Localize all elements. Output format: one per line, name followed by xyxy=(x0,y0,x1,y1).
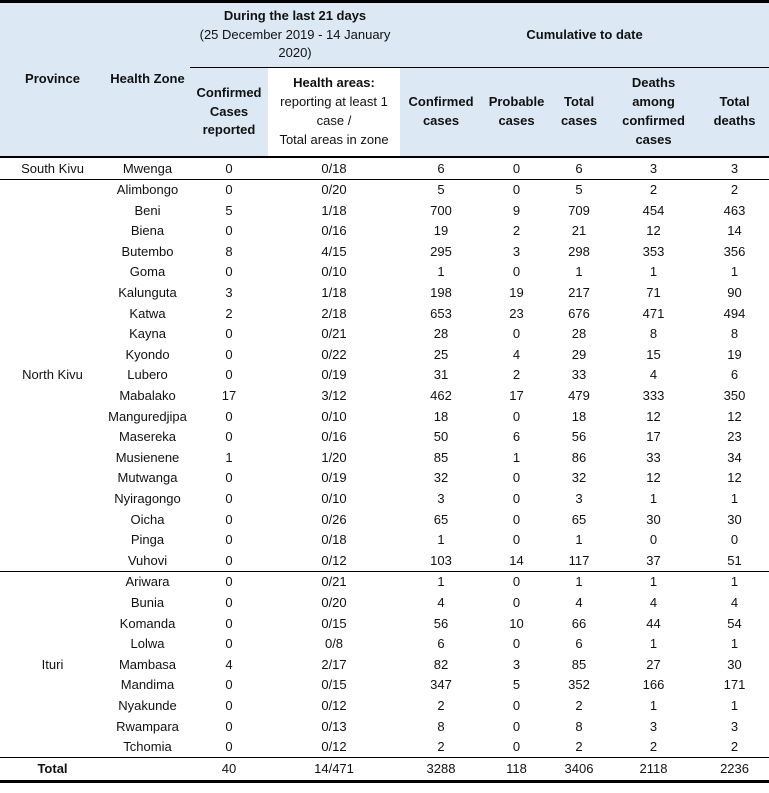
total-value-cell: 2118 xyxy=(639,761,668,777)
value-cell: 51 xyxy=(727,552,742,568)
value-cell: 0 xyxy=(225,677,233,693)
value-cell: 18 xyxy=(433,408,449,424)
value-cell: 1 xyxy=(730,264,739,280)
value-cell: 494 xyxy=(723,305,746,321)
table-row xyxy=(0,386,769,407)
value-cell: 0 xyxy=(225,532,233,548)
table-row xyxy=(0,571,769,592)
table-row xyxy=(0,592,769,613)
zone-cell: Kayna xyxy=(129,326,166,342)
zone-cell: Biena xyxy=(130,223,165,239)
table-row xyxy=(0,283,769,304)
zone-cell: Kyondo xyxy=(125,346,170,362)
table-row xyxy=(0,613,769,634)
value-cell: 198 xyxy=(430,285,452,301)
value-cell: 3 xyxy=(575,491,583,507)
value-cell: 454 xyxy=(642,202,665,218)
value-cell: 1 xyxy=(730,574,739,590)
value-cell: 5 xyxy=(225,202,233,218)
group-header-last-21-days-title: During the last 21 days xyxy=(223,7,367,23)
value-cell: 33 xyxy=(571,367,587,383)
value-cell: 4 xyxy=(437,594,445,610)
value-cell: 4 xyxy=(512,346,521,362)
value-cell: 0/13 xyxy=(321,718,347,734)
value-cell: 3/12 xyxy=(321,388,347,404)
value-cell: 2 xyxy=(437,739,445,755)
value-cell: 17 xyxy=(509,388,524,404)
value-cell: 1/18 xyxy=(321,202,347,218)
value-cell: 0 xyxy=(225,182,233,198)
value-cell: 12 xyxy=(646,223,661,239)
total-label: Total xyxy=(37,761,68,777)
value-cell: 12 xyxy=(646,470,661,486)
value-cell: 17 xyxy=(646,429,661,445)
value-cell: 6 xyxy=(730,367,739,383)
value-cell: 27 xyxy=(646,656,661,672)
value-cell: 8 xyxy=(225,243,233,259)
value-cell: 85 xyxy=(571,656,587,672)
value-cell: 0 xyxy=(512,594,521,610)
value-cell: 0 xyxy=(225,718,233,734)
value-cell: 56 xyxy=(571,429,587,445)
total-value-cell: 3288 xyxy=(426,761,456,777)
value-cell: 0 xyxy=(730,532,739,548)
table-row xyxy=(0,324,769,345)
value-cell: 6 xyxy=(512,429,521,445)
table-row xyxy=(0,427,769,448)
value-cell: 34 xyxy=(727,449,742,465)
value-cell: 166 xyxy=(642,677,665,693)
value-cell: 6 xyxy=(437,160,445,176)
value-cell: 65 xyxy=(571,511,587,527)
value-cell: 0 xyxy=(225,367,233,383)
value-cell: 0/16 xyxy=(321,429,347,445)
zone-cell: Pinga xyxy=(130,532,165,548)
value-cell: 1 xyxy=(575,574,583,590)
value-cell: 23 xyxy=(509,305,524,321)
value-cell: 1 xyxy=(649,697,658,713)
table-row xyxy=(0,716,769,737)
value-cell: 1 xyxy=(575,532,583,548)
value-cell: 350 xyxy=(723,388,746,404)
value-cell: 352 xyxy=(568,677,590,693)
zone-cell: Lolwa xyxy=(130,636,165,652)
zone-cell: Vuhovi xyxy=(127,552,168,568)
table-header xyxy=(0,2,769,158)
value-cell: 12 xyxy=(727,408,742,424)
value-cell: 8 xyxy=(649,326,658,342)
zone-cell: Mwenga xyxy=(122,160,173,176)
value-cell: 17 xyxy=(221,388,237,404)
zone-cell: Alimbongo xyxy=(116,182,179,198)
value-cell: 86 xyxy=(571,449,587,465)
value-cell: 4 xyxy=(575,594,583,610)
value-cell: 19 xyxy=(509,285,524,301)
value-cell: 0/15 xyxy=(321,677,347,693)
total-row xyxy=(0,758,769,782)
value-cell: 4/15 xyxy=(321,243,347,259)
value-cell: 4 xyxy=(649,367,658,383)
value-cell: 0 xyxy=(512,511,521,527)
value-cell: 0 xyxy=(512,739,521,755)
value-cell: 700 xyxy=(430,202,452,218)
value-cell: 33 xyxy=(646,449,661,465)
value-cell: 2 xyxy=(512,367,521,383)
province-cell: South Kivu xyxy=(21,160,84,176)
value-cell: 0/19 xyxy=(321,367,347,383)
value-cell: 1 xyxy=(649,574,658,590)
value-cell: 8 xyxy=(575,718,583,734)
column-header-probable-cases: Probable cases xyxy=(482,68,551,158)
province-cell: North Kivu xyxy=(22,367,83,383)
value-cell: 0/12 xyxy=(321,552,347,568)
value-cell: 353 xyxy=(642,243,665,259)
zone-cell: Rwampara xyxy=(116,718,179,734)
value-cell: 2/18 xyxy=(321,305,347,321)
table-row xyxy=(0,530,769,551)
zone-cell: Mandima xyxy=(120,677,175,693)
section-ituri xyxy=(0,571,769,757)
value-cell: 25 xyxy=(433,346,449,362)
value-cell: 0/21 xyxy=(321,326,347,342)
value-cell: 0/15 xyxy=(321,615,347,631)
value-cell: 0 xyxy=(512,718,521,734)
value-cell: 19 xyxy=(727,346,742,362)
table-row xyxy=(0,675,769,696)
zone-cell: Musienene xyxy=(115,449,180,465)
column-header-total-deaths: Total deaths xyxy=(700,68,769,158)
value-cell: 2 xyxy=(225,305,233,321)
column-header-deaths-confirmed: Deaths among confirmed cases xyxy=(607,68,700,158)
value-cell: 2 xyxy=(575,697,583,713)
value-cell: 30 xyxy=(727,656,742,672)
table-row xyxy=(0,695,769,716)
value-cell: 3 xyxy=(730,160,739,176)
value-cell: 333 xyxy=(642,388,665,404)
zone-cell: Mambasa xyxy=(118,656,177,672)
zone-cell: Beni xyxy=(134,202,161,218)
value-cell: 0/19 xyxy=(321,470,347,486)
value-cell: 0/21 xyxy=(321,574,347,590)
value-cell: 1/20 xyxy=(321,449,347,465)
column-header-health-areas-title: Health areas: xyxy=(293,75,375,91)
value-cell: 0/22 xyxy=(321,346,347,362)
value-cell: 0 xyxy=(225,429,233,445)
value-cell: 4 xyxy=(649,594,658,610)
value-cell: 1 xyxy=(730,697,739,713)
column-header-province: Province xyxy=(0,2,105,158)
table-row xyxy=(0,200,769,221)
section-south-kivu xyxy=(0,157,769,179)
value-cell: 3 xyxy=(512,656,521,672)
value-cell: 50 xyxy=(433,429,449,445)
value-cell: 0 xyxy=(225,574,233,590)
value-cell: 0 xyxy=(512,160,521,176)
total-value-cell: 14/471 xyxy=(314,761,354,777)
value-cell: 0/20 xyxy=(321,182,347,198)
value-cell: 709 xyxy=(568,202,590,218)
value-cell: 0 xyxy=(225,636,233,652)
value-cell: 0 xyxy=(225,697,233,713)
value-cell: 85 xyxy=(433,449,449,465)
value-cell: 5 xyxy=(575,182,583,198)
value-cell: 0 xyxy=(225,491,233,507)
zone-cell: Mutwanga xyxy=(117,470,178,486)
value-cell: 0/8 xyxy=(324,636,344,652)
value-cell: 2 xyxy=(575,739,583,755)
table-row xyxy=(0,634,769,655)
value-cell: 0 xyxy=(225,470,233,486)
value-cell: 2 xyxy=(437,697,445,713)
group-header-cumulative: Cumulative to date xyxy=(400,2,769,68)
value-cell: 15 xyxy=(646,346,661,362)
value-cell: 2 xyxy=(649,739,658,755)
value-cell: 1 xyxy=(437,264,445,280)
value-cell: 2 xyxy=(730,739,739,755)
value-cell: 14 xyxy=(727,223,742,239)
value-cell: 12 xyxy=(727,470,742,486)
table-row xyxy=(0,654,769,675)
table-row xyxy=(0,157,769,179)
value-cell: 0 xyxy=(225,223,233,239)
group-header-last-21-days xyxy=(190,2,400,68)
value-cell: 14 xyxy=(509,552,524,568)
zone-cell: Komanda xyxy=(119,615,176,631)
value-cell: 0/20 xyxy=(321,594,347,610)
column-header-health-areas-line3: Total areas in zone xyxy=(279,131,389,147)
value-cell: 2/17 xyxy=(321,656,347,672)
value-cell: 479 xyxy=(568,388,590,404)
total-value-cell: 118 xyxy=(506,761,527,777)
value-cell: 0/16 xyxy=(321,223,347,239)
value-cell: 10 xyxy=(509,615,524,631)
value-cell: 0/12 xyxy=(321,697,347,713)
value-cell: 0 xyxy=(225,408,233,424)
zone-cell: Oicha xyxy=(130,511,165,527)
value-cell: 4 xyxy=(225,656,233,672)
value-cell: 0 xyxy=(225,615,233,631)
value-cell: 6 xyxy=(575,160,583,176)
table-row xyxy=(0,489,769,510)
value-cell: 0 xyxy=(225,264,233,280)
column-header-health-areas-line2: reporting at least 1 case / xyxy=(280,94,388,128)
value-cell: 6 xyxy=(575,636,583,652)
value-cell: 0 xyxy=(649,532,658,548)
value-cell: 8 xyxy=(437,718,445,734)
value-cell: 90 xyxy=(727,285,742,301)
value-cell: 347 xyxy=(430,677,452,693)
value-cell: 65 xyxy=(433,511,449,527)
value-cell: 3 xyxy=(649,718,658,734)
value-cell: 6 xyxy=(437,636,445,652)
value-cell: 28 xyxy=(571,326,587,342)
value-cell: 1 xyxy=(730,491,739,507)
total-value-cell: 3406 xyxy=(564,761,594,777)
value-cell: 0 xyxy=(512,264,521,280)
value-cell: 117 xyxy=(568,552,590,568)
value-cell: 0/10 xyxy=(321,264,347,280)
value-cell: 0 xyxy=(512,182,521,198)
value-cell: 4 xyxy=(730,594,739,610)
zone-cell: Kalunguta xyxy=(118,285,177,301)
table-row xyxy=(0,344,769,365)
zone-cell: Nyiragongo xyxy=(114,491,181,507)
value-cell: 3 xyxy=(512,243,521,259)
total-zone-blank xyxy=(105,758,190,782)
value-cell: 0 xyxy=(512,470,521,486)
section-north-kivu xyxy=(0,179,769,571)
value-cell: 1 xyxy=(730,636,739,652)
column-header-health-areas xyxy=(268,68,400,158)
value-cell: 0/18 xyxy=(321,160,347,176)
value-cell: 44 xyxy=(646,615,661,631)
value-cell: 0 xyxy=(512,491,521,507)
value-cell: 37 xyxy=(646,552,661,568)
value-cell: 1 xyxy=(649,491,658,507)
value-cell: 0/10 xyxy=(321,491,347,507)
zone-cell: Lubero xyxy=(127,367,168,383)
value-cell: 1 xyxy=(437,574,445,590)
column-header-confirmed-cases: Confirmed cases xyxy=(400,68,482,158)
value-cell: 2 xyxy=(730,182,739,198)
value-cell: 5 xyxy=(437,182,445,198)
value-cell: 29 xyxy=(571,346,587,362)
zone-cell: Bunia xyxy=(130,594,165,610)
value-cell: 9 xyxy=(512,202,521,218)
value-cell: 2 xyxy=(649,182,658,198)
value-cell: 1 xyxy=(512,449,521,465)
value-cell: 0 xyxy=(512,326,521,342)
value-cell: 0/12 xyxy=(321,739,347,755)
value-cell: 54 xyxy=(727,615,742,631)
value-cell: 0 xyxy=(225,160,233,176)
zone-cell: Masereka xyxy=(118,429,177,445)
value-cell: 28 xyxy=(433,326,449,342)
table-row xyxy=(0,509,769,530)
table-row xyxy=(0,737,769,758)
zone-cell: Manguredjipa xyxy=(108,408,187,424)
header-group-row xyxy=(0,2,769,68)
total-value-cell: 2236 xyxy=(720,761,749,777)
column-header-total-cases: Total cases xyxy=(551,68,607,158)
value-cell: 18 xyxy=(571,408,587,424)
value-cell: 71 xyxy=(646,285,661,301)
table-row xyxy=(0,179,769,200)
table-row xyxy=(0,241,769,262)
column-header-confirmed-reported: Confirmed Cases reported xyxy=(190,68,268,158)
value-cell: 462 xyxy=(430,388,452,404)
value-cell: 3 xyxy=(730,718,739,734)
zone-cell: Ariwara xyxy=(125,574,170,590)
value-cell: 0 xyxy=(225,552,233,568)
table-row xyxy=(0,303,769,324)
zone-cell: Tchomia xyxy=(123,739,172,755)
value-cell: 30 xyxy=(727,511,742,527)
value-cell: 0 xyxy=(512,532,521,548)
value-cell: 1 xyxy=(649,636,658,652)
value-cell: 82 xyxy=(433,656,449,672)
value-cell: 23 xyxy=(727,429,742,445)
value-cell: 32 xyxy=(571,470,587,486)
value-cell: 66 xyxy=(571,615,587,631)
value-cell: 32 xyxy=(433,470,449,486)
province-cell: Ituri xyxy=(41,656,64,672)
table-row xyxy=(0,221,769,242)
total-row-section xyxy=(0,758,769,782)
value-cell: 0 xyxy=(225,511,233,527)
value-cell: 295 xyxy=(430,243,452,259)
value-cell: 463 xyxy=(723,202,746,218)
value-cell: 0 xyxy=(225,739,233,755)
value-cell: 298 xyxy=(568,243,590,259)
value-cell: 12 xyxy=(646,408,661,424)
value-cell: 0/26 xyxy=(321,511,347,527)
total-value-cell: 40 xyxy=(221,761,237,777)
value-cell: 103 xyxy=(430,552,452,568)
value-cell: 1 xyxy=(575,264,583,280)
zone-cell: Katwa xyxy=(129,305,166,321)
value-cell: 171 xyxy=(723,677,746,693)
value-cell: 356 xyxy=(723,243,746,259)
table-row xyxy=(0,262,769,283)
value-cell: 0 xyxy=(512,697,521,713)
value-cell: 2 xyxy=(512,223,521,239)
value-cell: 1/18 xyxy=(321,285,347,301)
value-cell: 0 xyxy=(225,594,233,610)
value-cell: 5 xyxy=(512,677,521,693)
value-cell: 3 xyxy=(437,491,445,507)
table-row xyxy=(0,447,769,468)
value-cell: 471 xyxy=(642,305,665,321)
value-cell: 0 xyxy=(512,574,521,590)
value-cell: 1 xyxy=(225,449,233,465)
value-cell: 0/18 xyxy=(321,532,347,548)
value-cell: 0/10 xyxy=(321,408,347,424)
value-cell: 21 xyxy=(571,223,587,239)
value-cell: 676 xyxy=(568,305,590,321)
value-cell: 1 xyxy=(649,264,658,280)
value-cell: 56 xyxy=(433,615,449,631)
value-cell: 3 xyxy=(225,285,233,301)
value-cell: 31 xyxy=(433,367,449,383)
value-cell: 19 xyxy=(433,223,449,239)
value-cell: 0 xyxy=(225,326,233,342)
value-cell: 217 xyxy=(568,285,590,301)
value-cell: 0 xyxy=(512,636,521,652)
zone-cell: Goma xyxy=(129,264,166,280)
column-header-health-zone: Health Zone xyxy=(105,2,190,158)
value-cell: 0 xyxy=(512,408,521,424)
value-cell: 0 xyxy=(225,346,233,362)
group-header-last-21-days-subtitle: (25 December 2019 - 14 January 2020) xyxy=(199,26,391,61)
value-cell: 8 xyxy=(730,326,739,342)
table-row xyxy=(0,365,769,386)
value-cell: 30 xyxy=(646,511,661,527)
zone-cell: Nyakunde xyxy=(118,697,177,713)
value-cell: 1 xyxy=(437,532,445,548)
zone-cell: Butembo xyxy=(121,243,174,259)
table-row xyxy=(0,468,769,489)
zone-cell: Mabalako xyxy=(119,388,176,404)
table-row xyxy=(0,406,769,427)
table-row xyxy=(0,550,769,571)
value-cell: 653 xyxy=(430,305,452,321)
value-cell: 3 xyxy=(649,160,658,176)
